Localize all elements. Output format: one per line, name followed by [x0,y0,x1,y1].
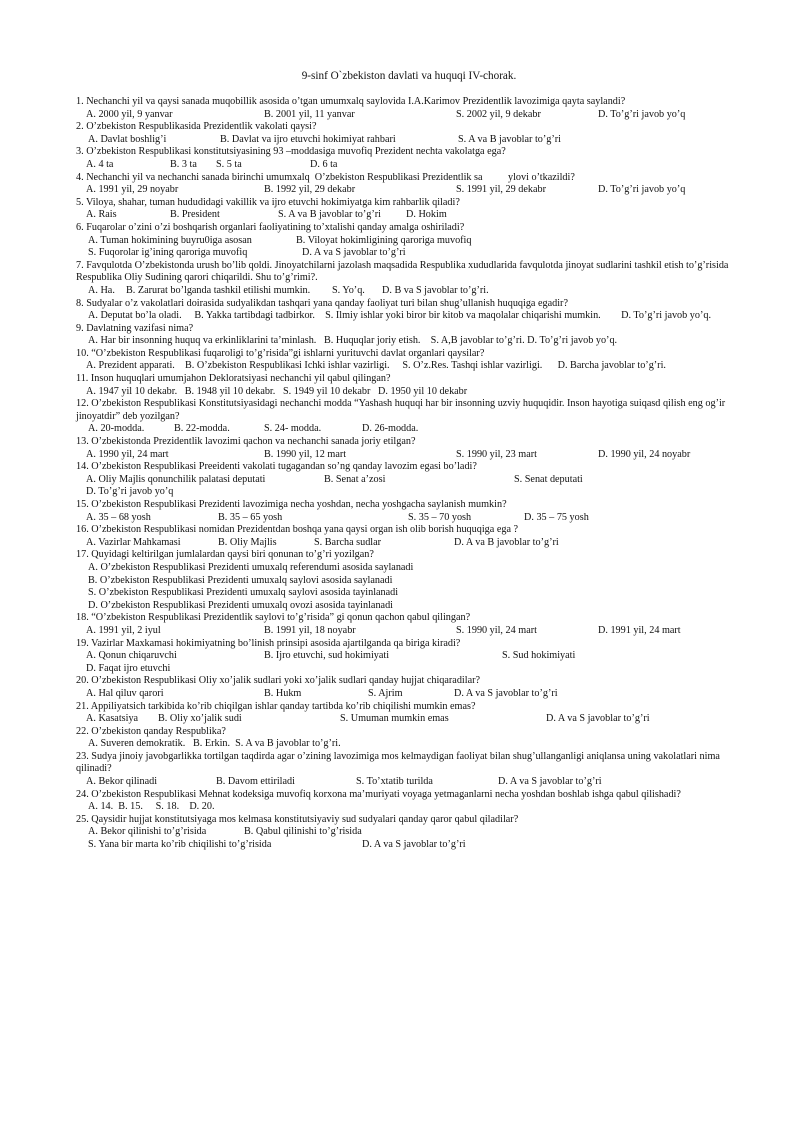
option-a: A. Bekor qilinishi to’g’risida [88,826,207,838]
question-8 [76,298,738,323]
option-a: A. Vazirlar Mahkamasi [86,536,181,548]
option-d: D. B va S javoblar to’g’ri. [382,284,489,296]
option-b: B. 3 ta [170,158,197,170]
option-b: B. Davom ettiriladi [216,776,295,788]
option-s: S. 5 ta [216,158,242,170]
option-s: S. 1949 yil 10 dekabr [282,385,371,397]
question-17 [76,549,738,612]
option-d: D. 1950 yil 10 dekabr [378,385,468,397]
question-text: 25. Qaysidir hujjat konstitutsiyaga mos kelmasa konstitutsiyaviy sud sudyalari qanday qaror qabul qiladilar? [76,813,519,825]
question-4 [76,172,738,197]
option-d: D. To’g’ri javob yo’q [598,108,686,120]
question-7 [76,260,738,298]
option-a: A. Kasatsiya [86,713,139,725]
option-s: S. Yana bir marta ko’rib chiqilishi to’g’risida [88,839,272,851]
question-text: 23. Sudya jinoiy javobgarlikka tortilgan taqdirda agar o’zining lavozimiga mos kelmaydigan faoliyat bilan shug’ullanganligi aniqlansa uning vakolatlari nima qilinadi? [76,750,720,775]
question-11 [76,373,738,398]
option-b: B. Viloyat hokimligining qaroriga muvofiq [296,234,472,246]
option-a: A. Tuman hokimining buyru0iga asosan [88,234,252,246]
option-d: D. Faqat ijro etuvchi [86,662,171,674]
option-s: S. Yo’q. [332,284,365,296]
question-text: 15. O’zbekiston Respublikasi Prezidenti lavozimiga necha yoshdan, necha yoshgacha saylanish mumkin? [76,499,507,510]
option-a: A. 1991 yil, 29 noyabr [86,184,179,196]
question-text: 1. Nechanchi yil va qaysi sanada muqobillik asosida o’tgan umumxalq saylovida I.A.Karimov Prezidentlik lavozimiga qayta saylandi? [76,96,626,107]
question-text: 18. “O’zbekiston Respublikasi Prezidentlik saylovi to’g’risida” gi qonun qachon qabul qilingan? [76,612,471,624]
option-s: S. A va B javoblar to’g’ri [458,133,561,145]
option-d: D. Barcha javoblar to’g’ri. [557,360,666,372]
question-23 [76,751,738,789]
option-d: D. 20. [189,801,215,813]
option-b: B. 1990 yil, 12 mart [264,448,347,460]
option-b: B. Davlat va ijro etuvchi hokimiyat rahbari [220,133,396,145]
option-d: D. A va S javoblar to’g’ri [302,247,406,259]
option-s: S. 1991 yil, 29 dekabr [456,184,546,196]
question-text: 9. Davlatning vazifasi nima? [76,322,194,334]
option-s: S. 1990 yil, 24 mart [456,624,537,636]
option-s: S. 1990 yil, 23 mart [456,448,537,460]
question-24 [76,789,738,814]
option-a: A. Deputat bo’la oladi. [88,310,182,322]
option-s: S. To’xtatib turilda [356,776,433,788]
document-page [76,70,738,852]
option-b: B. Zarurat bo’lganda tashkil etilishi mumkin. [126,284,311,296]
option-d: D. Hokim [406,209,447,221]
option-d: D. 26-modda. [362,423,419,435]
question-15 [76,499,738,524]
question-12 [76,398,738,436]
option-d: D. A va S javoblar to’g’ri [362,839,466,851]
question-text: 3. O’zbekiston Respublikasi konstitutsiyasining 93 –moddasiga muvofiq Prezident nechta vakolatga ega? [76,146,506,158]
option-d: D. 35 – 75 yosh [524,511,589,523]
document-title: 9-sinf O`zbekiston davlati va huquqi IV-chorak. [301,70,517,82]
question-18 [76,612,738,637]
question-text: 4. Nechanchi yil va nechanchi sanada birinchi umumxalq O’zbekiston Respublikasi Prezidentlik sa ylovi o’tkazildi? [76,171,575,183]
option-d: D. 1990 yil, 24 noyabr [598,448,691,460]
option-b: B. President [170,209,220,221]
option-a: A. 4 ta [86,158,114,170]
question-22 [76,726,738,751]
option-b: B. Ijro etuvchi, sud hokimiyati [264,650,390,662]
option-d: D. A va S javoblar to’g’ri [454,687,558,699]
option-b: B. 1948 yil 10 dekabr. [184,385,276,397]
option-d: D. O’zbekiston Respublikasi Prezidenti umuxalq ovozi asosida tayinlanadi [88,599,393,611]
option-b: B. Huquqlar joriy etish. [323,335,421,347]
option-a: A. 14. [88,801,114,813]
question-text: 8. Sudyalar o’z vakolatlari doirasida sudyalikdan tashqari yana qanday faoliyat turi bilan shug’ullanish huquqiga egadir? [76,297,568,309]
question-3 [76,146,738,171]
question-text: 20. O’zbekiston Respublikasi Oliy xo’jalik sudlari yoki xo’jalik sudlari qanday hujjat chiqaradilar? [76,675,481,687]
question-text: 10. “O’zbekiston Respublikasi fuqaroligi to’g’risida”gi ishlarni yurituvchi davlat organlari qaysilar? [76,347,485,359]
question-10 [76,348,738,373]
option-s: S. O’zbekiston Respublikasi Prezidenti umuxalq saylovi asosida tayinlanadi [88,587,399,599]
question-14 [76,461,738,499]
option-a: A. 2000 yil, 9 yanvar [86,108,173,120]
option-a: A. 1947 yil 10 dekabr. [86,385,178,397]
question-9 [76,323,738,348]
option-b: B. 22-modda. [174,423,230,435]
option-a: A. 1990 yil, 24 mart [86,448,169,460]
question-text: 12. O’zbekiston Respublikasi Konstitutsiyasidagi nechanchi modda “Yashash huquqi har bir insonning uzviy huquqidir. Inson hayotiga suiqasd qilish eng og’ir jinoyatdir” deb yozilgan? [76,398,726,422]
question-13 [76,436,738,461]
question-text: 19. Vazirlar Maxkamasi hokimiyatning bo’linish prinsipi asosida ajartilganda qa biriga kiradi? [76,637,461,649]
option-s: S. Ilmiy ishlar yoki biror bir kitob va maqolalar chiqarishi mumkin. [325,310,601,322]
option-s: S. Barcha sudlar [314,536,382,548]
question-text: 6. Fuqarolar o’zini o’zi boshqarish organlari faoliyatining to’xtalishi qanday amalga oshiriladi? [76,221,465,233]
question-text: 16. O’zbekiston Respublikasi nomidan Prezidentdan boshqa yana qaysi organ ish olib borish huquqiga ega ? [76,524,519,536]
option-s: S. O’z.Res. Tashqi ishlar vazirligi. [402,360,543,372]
option-a: A. Qonun chiqaruvchi [86,650,177,662]
option-b: B. 35 – 65 yosh [218,511,283,523]
option-a: A. Davlat boshlig’i [88,133,167,145]
question-5 [76,197,738,222]
question-text: 11. Inson huquqlari umumjahon Dekloratsiyasi nechanchi yil qabul qilingan? [76,373,391,385]
option-d-row [76,486,738,499]
option-b: B. Yakka tartibdagi tadbirkor. [194,310,315,322]
option-d: D. To’g’ri javob yo’q. [527,335,618,347]
question-21 [76,701,738,726]
question-25 [76,814,738,852]
option-d: D. To’g’ri javob yo’q [86,486,174,498]
question-1 [76,96,738,121]
option-d: D. A va B javoblar to’g’ri [454,536,559,548]
option-a: A. Oliy Majlis qonunchilik palatasi deputati [86,473,266,485]
option-d: D. A va S javoblar to’g’ri [498,776,602,788]
question-text: 22. O’zbekiston qanday Respublika? [76,725,226,737]
option-s: S. Ajrim [368,687,403,699]
question-16 [76,524,738,549]
option-a: A. Suveren demokratik. [88,738,186,750]
question-text: 2. O’zbekiston Respublikasida Prezidentlik vakolati qaysi? [76,121,317,133]
question-text: 24. O’zbekiston Respublikasi Mehnat kodeksiga muvofiq korxona ma’muriyati voyaga yetmaganlarni necha yoshdan boshlab ishga qabul qilishadi? [76,788,681,800]
option-b: B. 1992 yil, 29 dekabr [264,184,356,196]
option-b: B. O’zbekiston Respublikasi Prezidenti umuxalq saylovi asosida saylanadi [88,574,393,586]
option-a: A. 35 – 68 yosh [86,511,151,523]
question-text: 17. Quyidagi keltirilgan jumlalardan qaysi biri qonunan to’g’ri yozilgan? [76,549,374,561]
option-s: S. 18. [155,801,180,813]
option-d: D. To’g’ri javob yo’q [598,184,686,196]
question-text: 7. Favqulotda O’zbekistonda urush bo’lib qoldi. Jinoyatchilarni jazolash maqsadida Respublika xududlarida favqulotda jinoyat sudlarini tashkil etish to’g’risida Respublika Oliy Sudining qarori chiqarildi. Shu to’g’rimi?. [76,259,729,284]
option-d: D. A va S javoblar to’g’ri [546,713,650,725]
option-a: A. Rais [86,209,117,221]
option-b: B. 15. [118,801,143,813]
option-a: A. Hal qiluv qarori [86,687,164,699]
question-6 [76,222,738,260]
option-a: A. O’zbekiston Respublikasi Prezidenti umuxalq referendumi asosida saylanadi [88,561,414,573]
option-b: B. Senat a’zosi [324,473,386,485]
option-b: B. Erkin. [192,738,231,750]
option-s: S. Sud hokimiyati [502,650,576,662]
option-s: S. Senat deputati [514,473,583,485]
option-a: A. 20-modda. [88,423,145,435]
option-b: B. 1991 yil, 18 noyabr [264,624,356,636]
option-s: S. 2002 yil, 9 dekabr [456,108,541,120]
question-text: 13. O’zbekistonda Prezidentlik lavozimi qachon va nechanchi sanada joriy etilgan? [76,436,416,448]
option-a: A. Har bir insonning huquq va erkinliklarini ta’minlash. [88,335,317,347]
option-a: A. 1991 yil, 2 iyul [86,624,161,636]
option-d: D. 1991 yil, 24 mart [598,624,681,636]
option-s: S. Umuman mumkin emas [340,713,449,725]
question-20 [76,675,738,700]
option-b: B. O’zbekiston Respublikasi Ichki ishlar vazirligi. [185,360,390,372]
option-a: A. Prezident apparati. [86,360,175,372]
option-a: A. Bekor qilinadi [86,776,158,788]
option-s: S. 35 – 70 yosh [408,511,472,523]
option-d: D. 6 ta [310,158,338,170]
option-s: S. Fuqorolar ig’ining qaroriga muvofiq [88,247,248,259]
question-text: 21. Appiliyatsiсh tarkibida ko’rib chiqilgan ishlar qanday tartibda ko’rib chiqilishi mumkin emas? [76,700,476,712]
question-2 [76,121,738,146]
option-s: S. A va B javoblar to’g’ri. [235,738,341,750]
option-s: S. 24- modda. [264,423,322,435]
question-text: 5. Viloya, shahar, tuman hududidagi vakillik va ijro etuvchi hokimiyatga kim rahbarlik qiladi? [76,196,460,208]
option-b: B. Hukm [264,687,302,699]
question-text: 14. O’zbekiston Respublikasi Preeidenti vakolati tugagandan so’ng qanday lavozim egasi bo’ladi? [76,461,477,473]
option-s: S. A,B javoblar to’g’ri. [430,335,525,347]
option-s: S. A va B javoblar to’g’ri [278,209,381,221]
option-d: D. To’g’ri javob yo’q. [621,310,712,322]
option-b: B. Oliy xo’jalik sudi [158,713,242,725]
option-b: B. 2001 yil, 11 yanvar [264,108,355,120]
option-b: B. Qabul qilinishi to’g’risida [244,826,362,838]
option-b: B. Oliy Majlis [218,536,277,548]
option-a: A. Ha. [88,284,115,296]
question-19 [76,638,738,676]
